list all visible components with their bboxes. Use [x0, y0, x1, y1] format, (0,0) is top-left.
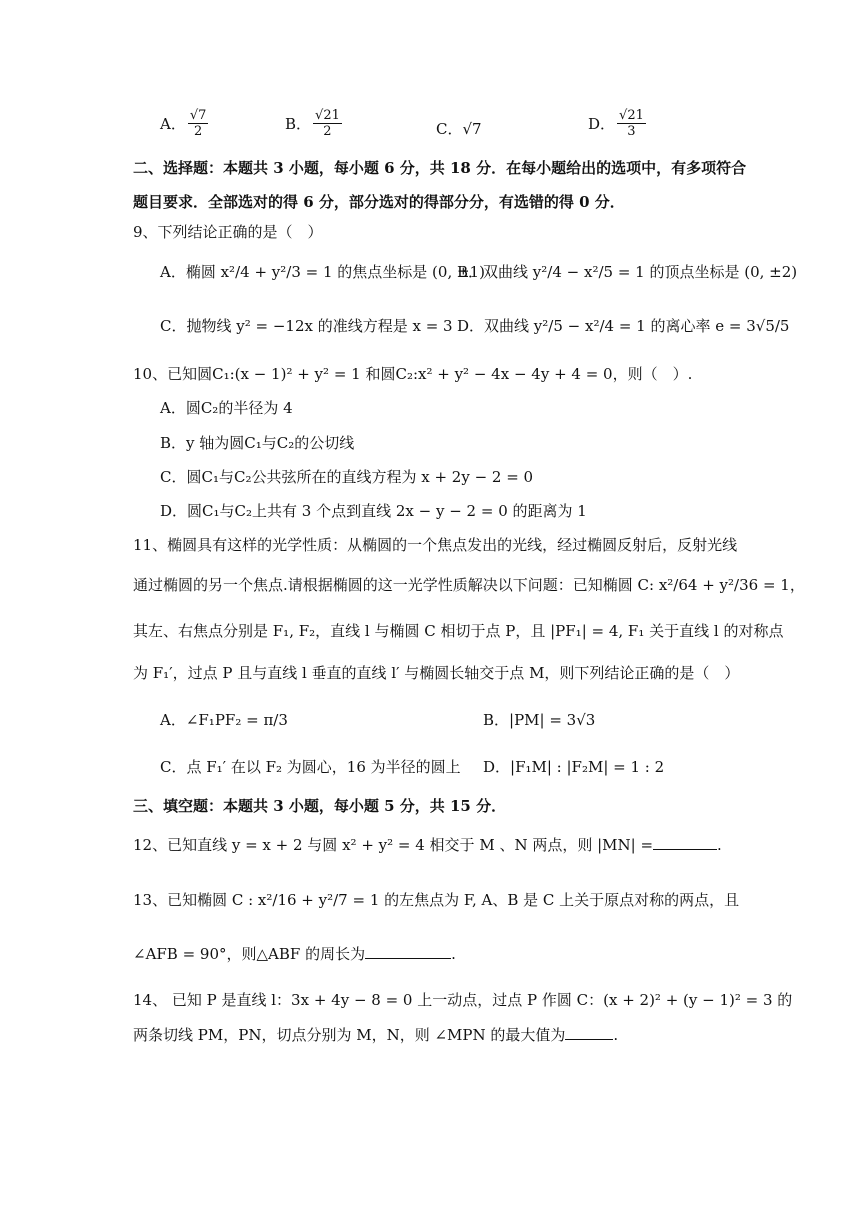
- option-label: A．: [160, 115, 186, 133]
- q14-question: 两条切线 PM，PN，切点分别为 M，N，则 ∠MPN 的最大值为: [133, 1026, 566, 1044]
- option-label: C．: [436, 120, 463, 138]
- numerator: √21: [619, 108, 644, 123]
- q14-line2: 两条切线 PM，PN，切点分别为 M，N，则 ∠MPN 的最大值为 .: [133, 1026, 619, 1044]
- q14-line1: 14、 已知 P 是直线 l：3x + 4y − 8 = 0 上一动点，过点 P 作圆 C：(x + 2)² + (y − 1)² = 3 的: [133, 991, 793, 1009]
- q12-text: 12、已知直线 y = x + 2 与圆 x² + y² = 4 相交于 M 、N 两点，则 |MN| = .: [133, 836, 722, 854]
- q14-answer-blank[interactable]: [565, 1025, 613, 1040]
- section2-heading-line1: 二、选择题：本题共 3 小题，每小题 6 分，共 18 分．在每小题给出的选项中，有多项符合: [133, 159, 747, 177]
- q13-question: ∠AFB = 90°，则△ABF 的周长为: [133, 945, 366, 963]
- q12-answer-blank[interactable]: [653, 835, 717, 850]
- q9-option-d: D．双曲线 y²/5 − x²/4 = 1 的离心率 e = 3√5/5: [457, 317, 790, 335]
- q10-option-d: D．圆C₁与C₂上共有 3 个点到直线 2x − y − 2 = 0 的距离为 1: [160, 502, 587, 520]
- q11-line4: 为 F₁′，过点 P 且与直线 l 垂直的直线 l′ 与椭圆长轴交于点 M，则下列结论正确的是（ ）: [133, 664, 740, 682]
- q10-option-c: C．圆C₁与C₂公共弦所在的直线方程为 x + 2y − 2 = 0: [160, 468, 534, 486]
- q11-option-d: D．|F₁M| : |F₂M| = 1 : 2: [483, 758, 665, 776]
- q13-answer-blank[interactable]: [365, 944, 451, 959]
- q13-line2: ∠AFB = 90°，则△ABF 的周长为 .: [133, 945, 456, 963]
- q8-option-c: [436, 118, 482, 139]
- denominator: 2: [323, 124, 332, 139]
- q11-option-c: C．点 F₁′ 在以 F₂ 为圆心，16 为半径的圆上: [160, 758, 461, 776]
- option-label: D．: [588, 115, 616, 133]
- q11-line3: 其左、右焦点分别是 F₁, F₂，直线 l 与椭圆 C 相切于点 P，且 |PF₁| = 4, F₁ 关于直线 l 的对称点: [133, 622, 784, 640]
- fraction: [313, 108, 342, 139]
- q8-option-a: [160, 108, 210, 139]
- q13-line1: 13、已知椭圆 C : x²/16 + y²/7 = 1 的左焦点为 F, A、B 是 C 上关于原点对称的两点，且: [133, 891, 740, 909]
- q9-stem: 9、下列结论正确的是（ ）: [133, 223, 323, 241]
- q9-option-c: C．抛物线 y² = −12x 的准线方程是 x = 3: [160, 317, 453, 335]
- option-value: √7: [462, 119, 482, 138]
- option-label: B．: [285, 115, 312, 133]
- q9-option-a: A．椭圆 x²/4 + y²/3 = 1 的焦点坐标是 (0, ±1): [160, 263, 485, 281]
- q8-option-b: [285, 108, 344, 139]
- q11-option-b: B．|PM| = 3√3: [483, 711, 596, 729]
- numerator: √21: [315, 108, 340, 123]
- q12-question: 12、已知直线 y = x + 2 与圆 x² + y² = 4 相交于 M 、N 两点，则 |MN| =: [133, 836, 654, 854]
- q10-option-b: B．y 轴为圆C₁与C₂的公切线: [160, 434, 355, 452]
- q11-line1: 11、椭圆具有这样的光学性质：从椭圆的一个焦点发出的光线，经过椭圆反射后，反射光线: [133, 536, 738, 554]
- section3-heading: 三、填空题：本题共 3 小题，每小题 5 分，共 15 分．: [133, 797, 507, 815]
- fraction: [188, 108, 209, 139]
- q10-option-a: A．圆C₂的半径为 4: [160, 399, 293, 417]
- q8-option-d: [588, 108, 648, 139]
- q11-option-a: A．∠F₁PF₂ = π/3: [160, 711, 288, 729]
- section2-heading-line2: 题目要求．全部选对的得 6 分，部分选对的得部分分，有选错的得 0 分．: [133, 193, 625, 211]
- denominator: 2: [193, 124, 203, 139]
- q10-stem: 10、已知圆C₁:(x − 1)² + y² = 1 和圆C₂:x² + y² − 4x − 4y + 4 = 0，则（ ）.: [133, 365, 693, 383]
- denominator: 3: [627, 124, 636, 139]
- q9-option-b: B．双曲线 y²/4 − x²/5 = 1 的顶点坐标是 (0, ±2): [457, 263, 798, 281]
- q11-line2: 通过椭圆的另一个焦点.请根据椭圆的这一光学性质解决以下问题：已知椭圆 C: x²/64 + y²/36 = 1，: [133, 576, 805, 594]
- numerator: √7: [189, 108, 207, 123]
- fraction: [617, 108, 646, 139]
